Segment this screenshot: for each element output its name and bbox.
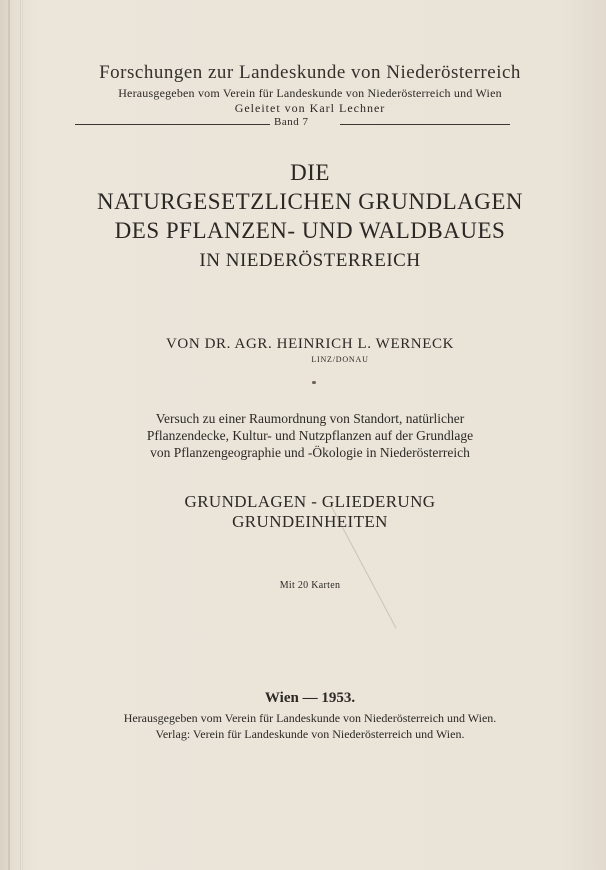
main-title-line-2: NATURGESETZLICHEN GRUNDLAGEN	[96, 189, 524, 214]
series-title: Forschungen zur Landeskunde von Niederösterreich	[99, 62, 521, 83]
subtitle-line-1: Versuch zu einer Raumordnung von Standort, natürlicher	[155, 411, 465, 426]
author-place: LINZ/DONAU	[311, 355, 369, 364]
ink-mark	[312, 381, 316, 384]
imprint-publisher: Herausgegeben vom Verein für Landeskunde von Niederösterreich und Wien.	[123, 711, 497, 725]
series-editor: Geleitet von Karl Lechner	[234, 101, 386, 115]
author-name: VON DR. AGR. HEINRICH L. WERNECK	[165, 336, 455, 352]
rule-right	[340, 124, 510, 125]
section-heading-line-2: GRUNDEINHEITEN	[232, 512, 388, 531]
subtitle	[60, 410, 560, 461]
series-publisher: Herausgegeben vom Verein für Landeskunde von Niederösterreich und Wien	[118, 86, 502, 100]
spine-fold	[20, 0, 23, 870]
section-heading-line-1: GRUNDLAGEN - GLIEDERUNG	[184, 492, 436, 511]
maps-note: Mit 20 Karten	[279, 580, 341, 591]
imprint-verlag: Verlag: Verein für Landeskunde von Niederösterreich und Wien.	[155, 727, 465, 741]
rule-left	[75, 124, 270, 125]
spine-edge	[8, 0, 10, 870]
series-rule	[75, 116, 510, 130]
section-heading	[60, 492, 560, 532]
main-title-line-3: DES PFLANZEN- UND WALDBAUES	[114, 218, 506, 243]
subtitle-line-3: von Pflanzengeographie und -Ökologie in Niederösterreich	[150, 445, 470, 460]
subtitle-line-2: Pflanzendecke, Kultur- und Nutzpflanzen auf der Grundlage	[146, 428, 474, 443]
volume-label: Band 7	[274, 116, 309, 128]
main-title-line-1: DIE	[290, 160, 330, 185]
main-title-line-4: IN NIEDERÖSTERREICH	[199, 250, 421, 271]
imprint-place-year: Wien — 1953.	[264, 690, 356, 706]
